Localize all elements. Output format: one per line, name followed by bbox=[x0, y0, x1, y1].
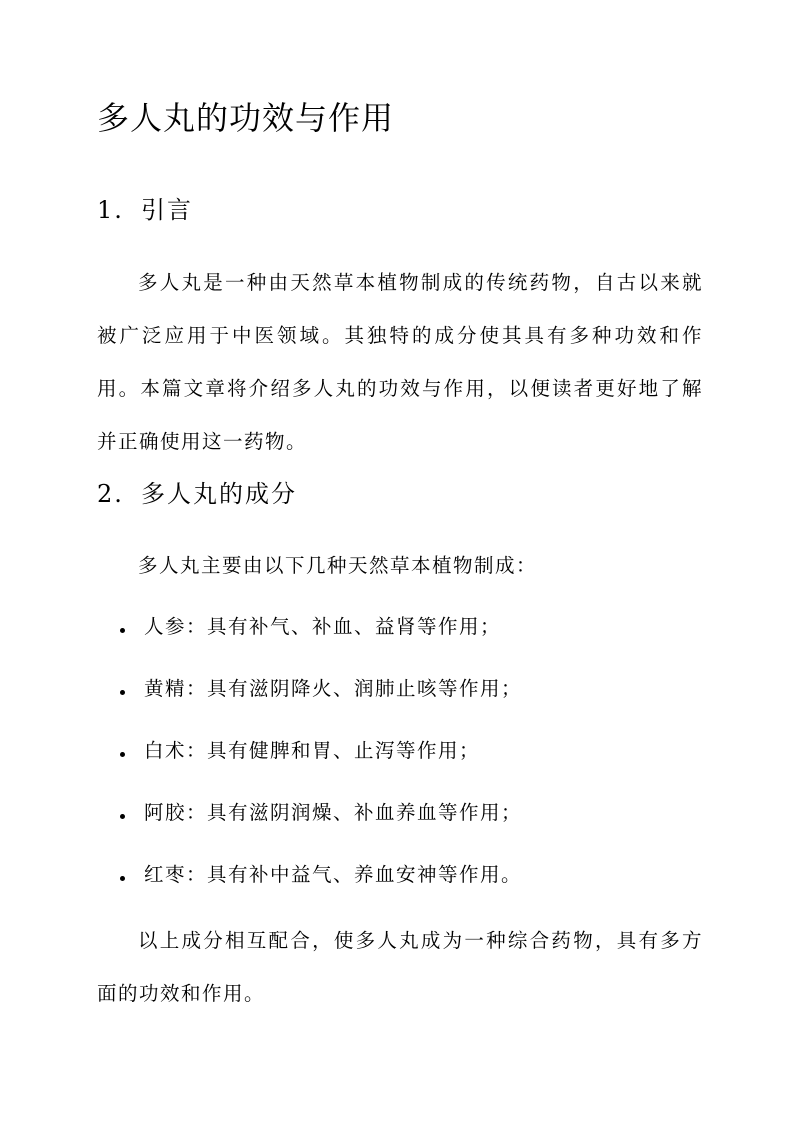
list-item-text: 阿胶：具有滋阴润燥、补血养血等作用； bbox=[144, 801, 523, 824]
bullet-icon bbox=[120, 628, 125, 633]
bullet-icon bbox=[120, 876, 125, 881]
list-item bbox=[97, 848, 703, 910]
list-item bbox=[97, 600, 703, 662]
section-title: 多人丸的成分 bbox=[141, 480, 297, 508]
section-title: 引言 bbox=[141, 196, 193, 224]
bullet-icon bbox=[120, 690, 125, 695]
list-item-text: 红枣：具有补中益气、养血安神等作用。 bbox=[144, 863, 523, 886]
ingredients-intro-paragraph: 多人丸主要由以下几种天然草本植物制成： bbox=[138, 554, 538, 577]
list-item bbox=[97, 724, 703, 786]
list-item-text: 黄精：具有滋阴降火、润肺止咳等作用； bbox=[144, 677, 523, 700]
bullet-icon bbox=[120, 752, 125, 757]
section-heading-introduction bbox=[97, 194, 193, 226]
introduction-paragraph: 多人丸是一种由天然草本植物制成的传统药物，自古以来就被广泛应用于中医领域。其独特的成分使其具有多种功效和作用。本篇文章将介绍多人丸的功效与作用，以便读者更好地了解并正确使用这一药物。 bbox=[97, 271, 703, 453]
section-heading-ingredients bbox=[97, 478, 297, 510]
list-item-text: 白术：具有健脾和胃、止泻等作用； bbox=[144, 739, 481, 762]
document-title: 多人丸的功效与作用 bbox=[97, 99, 395, 137]
list-item-text: 人参：具有补气、补血、益肾等作用； bbox=[144, 615, 502, 638]
bullet-icon bbox=[120, 814, 125, 819]
ingredients-conclusion-paragraph: 以上成分相互配合，使多人丸成为一种综合药物，具有多方面的功效和作用。 bbox=[97, 929, 703, 1005]
section-number: 2. bbox=[97, 480, 124, 508]
list-item bbox=[97, 662, 703, 724]
list-item bbox=[97, 786, 703, 848]
section-number: 1. bbox=[97, 196, 124, 224]
ingredient-list bbox=[97, 600, 703, 910]
